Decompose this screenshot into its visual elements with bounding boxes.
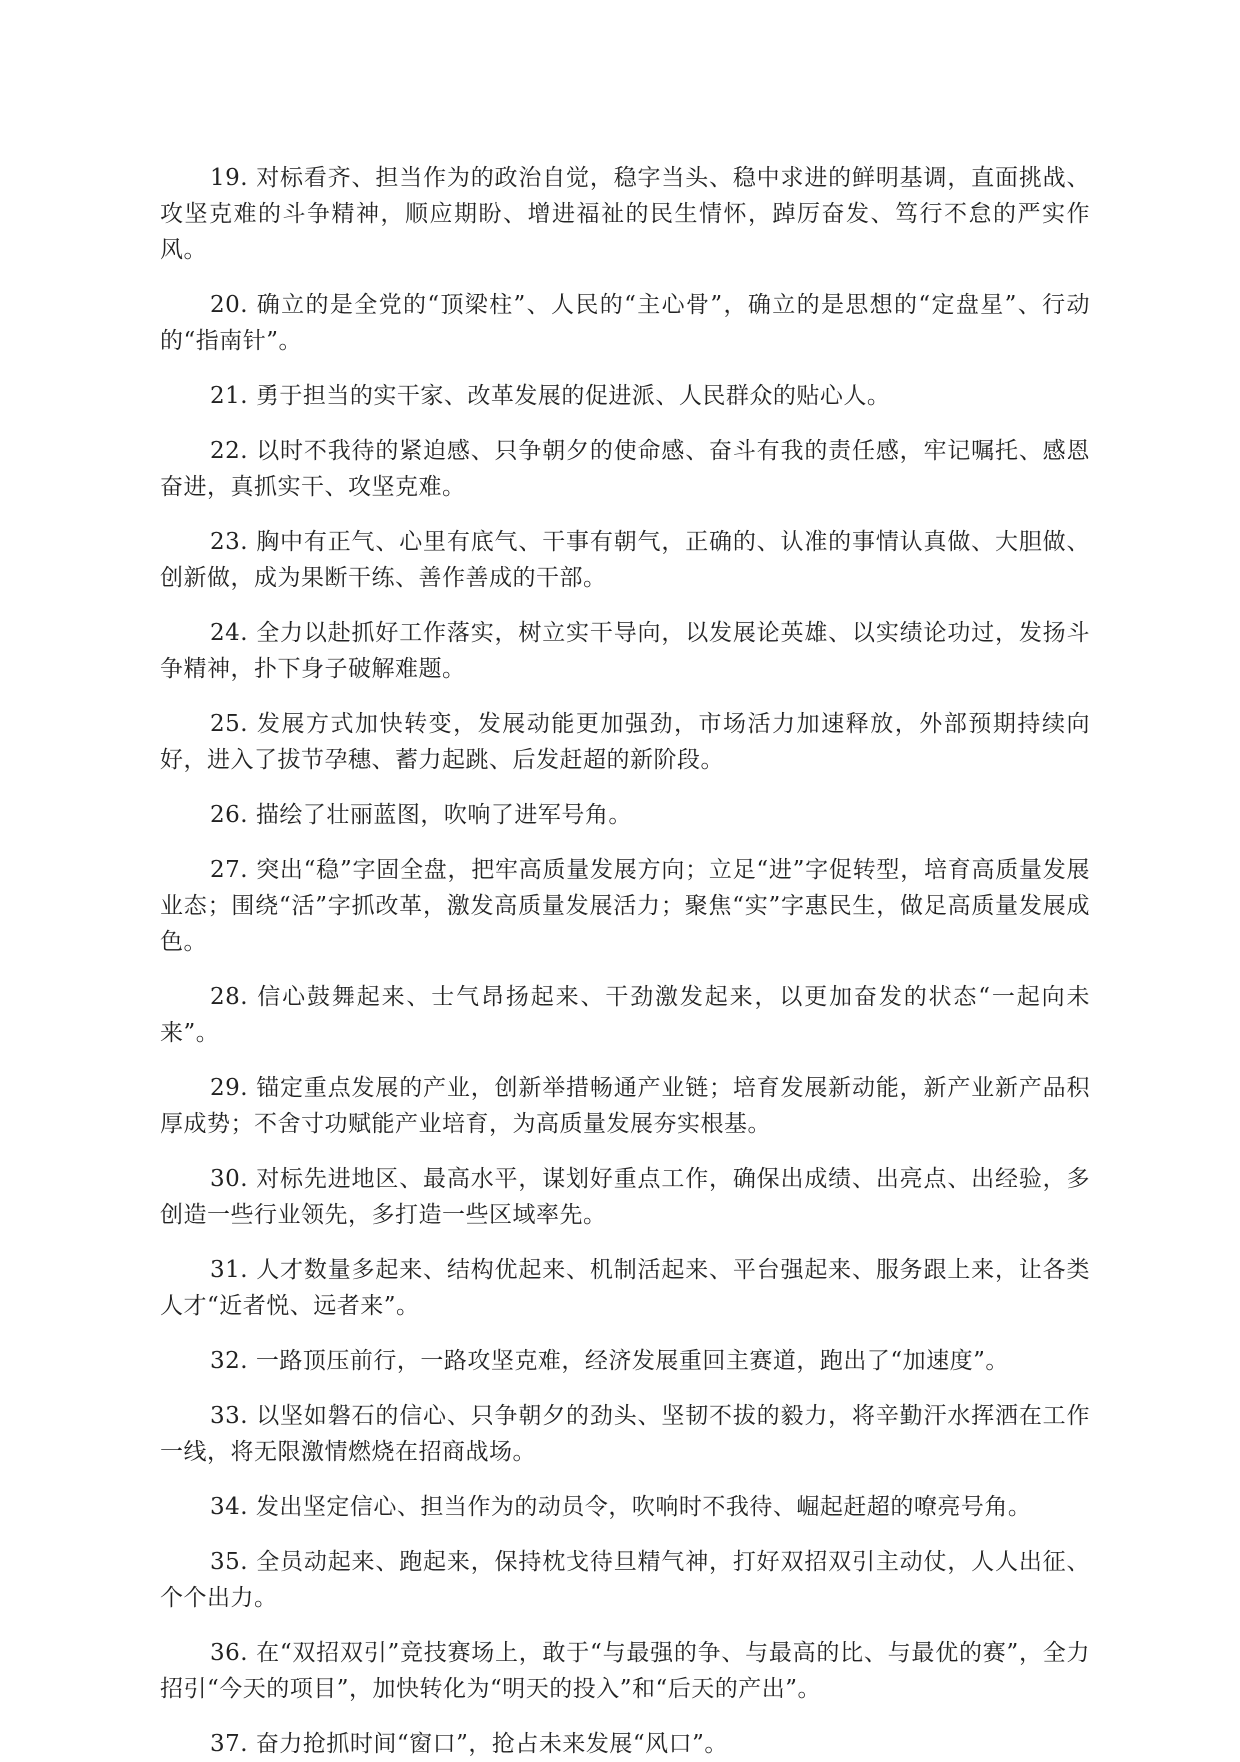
paragraph-26: 26. 描绘了壮丽蓝图，吹响了进军号角。 [210, 802, 632, 828]
paragraph-22: 22. 以时不我待的紧迫感、只争朝夕的使命感、奋斗有我的责任感，牢记嘱托、感恩奋进，真抓实干、攻坚克难。 [160, 438, 1090, 500]
paragraph-33: 33. 以坚如磐石的信心、只争朝夕的劲头、坚韧不拔的毅力，将辛勤汗水挥洒在工作一线，将无限激情燃烧在招商战场。 [160, 1403, 1090, 1465]
paragraph-32: 32. 一路顶压前行，一路攻坚克难，经济发展重回主赛道，跑出了“加速度”。 [210, 1348, 1009, 1374]
paragraph-25: 25. 发展方式加快转变，发展动能更加强劲，市场活力加速释放，外部预期持续向好，进入了拔节孕穗、蓄力起跳、后发赶超的新阶段。 [160, 711, 1090, 773]
paragraph-27: 27. 突出“稳”字固全盘，把牢高质量发展方向；立足“进”字促转型，培育高质量发展业态；围绕“活”字抓改革，激发高质量发展活力；聚焦“实”字惠民生，做足高质量发展成色。 [160, 857, 1091, 955]
paragraph-29: 29. 锚定重点发展的产业，创新举措畅通产业链；培育发展新动能，新产业新产品积厚成势；不舍寸功赋能产业培育，为高质量发展夯实根基。 [160, 1075, 1090, 1137]
paragraph-28: 28. 信心鼓舞起来、士气昂扬起来、干劲激发起来，以更加奋发的状态“一起向未来”。 [160, 984, 1090, 1046]
paragraph-23: 23. 胸中有正气、心里有底气、干事有朝气，正确的、认准的事情认真做、大胆做、创新做，成为果断干练、善作善成的干部。 [160, 529, 1090, 591]
paragraph-30: 30. 对标先进地区、最高水平，谋划好重点工作，确保出成绩、出亮点、出经验，多创造一些行业领先，多打造一些区域率先。 [160, 1166, 1090, 1228]
paragraph-37: 37. 奋力抢抓时间“窗口”，抢占未来发展“风口”。 [210, 1731, 728, 1757]
paragraph-21: 21. 勇于担当的实干家、改革发展的促进派、人民群众的贴心人。 [210, 383, 891, 409]
paragraph-24: 24. 全力以赴抓好工作落实，树立实干导向，以发展论英雄、以实绩论功过，发扬斗争精神，扑下身子破解难题。 [160, 620, 1090, 682]
paragraph-20: 20. 确立的是全党的“顶梁柱”、人民的“主心骨”，确立的是思想的“定盘星”、行动的“指南针”。 [160, 292, 1090, 354]
paragraph-35: 35. 全员动起来、跑起来，保持枕戈待旦精气神，打好双招双引主动仗，人人出征、个个出力。 [160, 1549, 1090, 1611]
paragraph-36: 36. 在“双招双引”竞技赛场上，敢于“与最强的争、与最高的比、与最优的赛”，全力招引“今天的项目”，加快转化为“明天的投入”和“后天的产出”。 [160, 1640, 1090, 1702]
paragraph-31: 31. 人才数量多起来、结构优起来、机制活起来、平台强起来、服务跟上来，让各类人才“近者悦、远者来”。 [160, 1257, 1090, 1319]
document-page [160, 160, 1091, 1757]
paragraph-19: 19. 对标看齐、担当作为的政治自觉，稳字当头、稳中求进的鲜明基调，直面挑战、攻坚克难的斗争精神，顺应期盼、增进福祉的民生情怀，踔厉奋发、笃行不怠的严实作风。 [160, 165, 1090, 263]
paragraph-34: 34. 发出坚定信心、担当作为的动员令，吹响时不我待、崛起赶超的嘹亮号角。 [210, 1494, 1032, 1520]
